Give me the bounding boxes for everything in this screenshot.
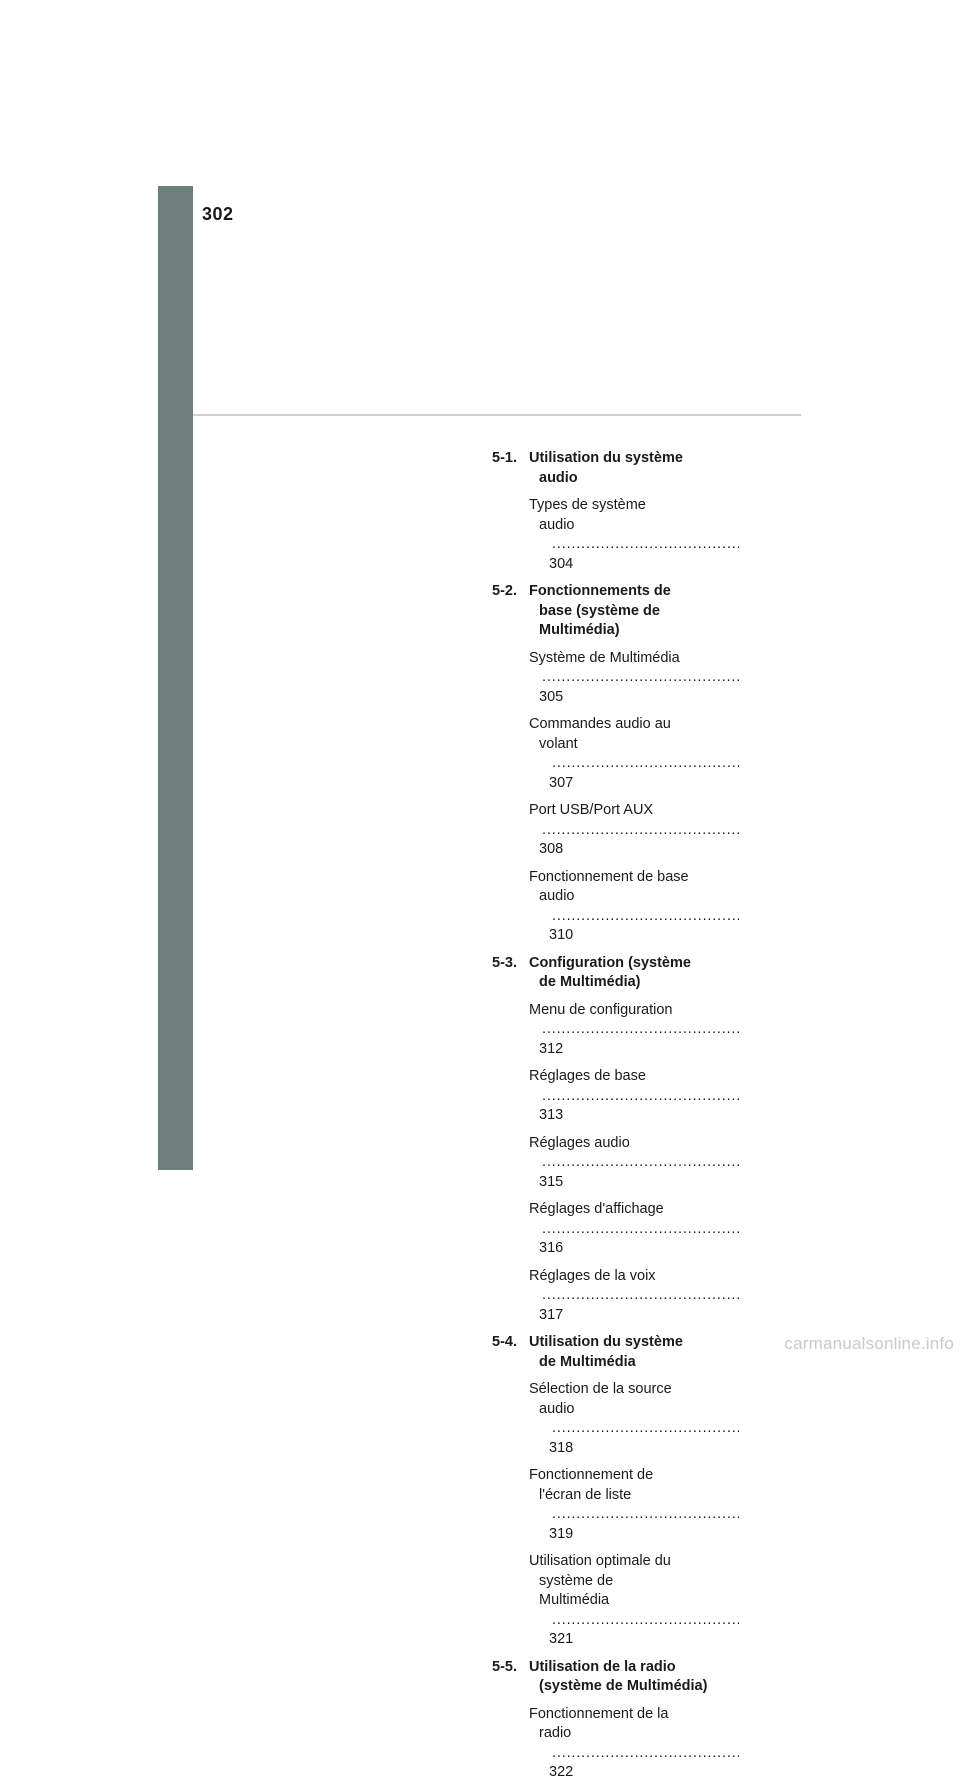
section-title-line: Utilisation du système [529,450,683,466]
entry-page-number: 313 [539,1107,564,1123]
section-title-line: Utilisation du système [529,1334,683,1350]
dot-leader [542,1611,739,1631]
entry-leader-line [529,1267,742,1326]
entry-leader-line [529,1724,742,1783]
entry-title-line: volant [539,735,578,752]
toc-entry[interactable] [529,1380,742,1458]
toc-entry[interactable] [529,1466,742,1544]
entry-title-line: Menu de configuration [529,1001,673,1018]
dot-leader [532,1153,739,1173]
entry-title-line: Port USB/Port AUX [529,802,654,818]
entry-title-line: Multimédia [539,1592,610,1608]
entry-page-number: 317 [539,1306,564,1323]
entry-leader-line [529,1067,742,1126]
dot-leader [542,1744,739,1764]
toc-section-heading [492,582,742,641]
entry-title-line: Réglages d'affichage [529,1201,664,1217]
section-title [529,1658,742,1697]
entry-page-number: 315 [539,1173,564,1190]
section-title-line: audio [539,469,578,486]
entry-page-number: 312 [539,1040,564,1057]
horizontal-rule [193,414,801,416]
section-title-line: de Multimédia) [539,974,641,990]
section-title-line: Configuration (système [529,954,691,971]
toc-entry[interactable] [529,1001,742,1060]
toc-entry[interactable] [529,1552,742,1650]
entry-page-number: 316 [539,1240,564,1256]
dot-leader [542,907,739,927]
entry-leader-line [529,1134,742,1193]
toc-entry[interactable] [529,1705,742,1783]
section-title-line: (système de Multimédia) [539,1678,708,1694]
toc-entry[interactable] [529,1267,742,1326]
toc-section-heading [492,1658,742,1697]
toc-entry[interactable] [529,1200,742,1259]
entry-title-line: Commandes audio au [529,716,671,732]
entry-title-line: Réglages de base [529,1068,646,1084]
entry-title-line: Réglages audio [529,1134,630,1151]
section-title [529,1333,742,1372]
entry-title-line: l'écran de liste [539,1486,632,1503]
entry-page-number: 305 [539,688,564,705]
entry-title-line: Fonctionnement de [529,1467,654,1483]
entry-leader-line [529,1400,742,1459]
entry-leader-line [529,1486,742,1545]
entry-leader-line [529,1200,742,1259]
section-number: 5-2. [492,583,517,599]
entry-title-line: Utilisation optimale du [529,1553,671,1569]
toc-section-heading [492,954,742,993]
entry-title-line: Fonctionnement de la [529,1705,669,1722]
entry-title-line: audio [539,888,575,904]
toc-entry[interactable] [529,649,742,708]
section-number: 5-1. [492,450,517,466]
entry-title-line: audio [539,516,575,533]
entry-title-line: audio [539,1400,575,1417]
toc-entry[interactable] [529,801,742,860]
watermark-footer: carmanualsonline.info [784,1334,954,1353]
entry-page-number: 319 [549,1525,574,1542]
toc-entry[interactable] [529,715,742,793]
toc-entry[interactable] [529,1134,742,1193]
section-title-line: Fonctionnements de [529,583,671,599]
entry-title-line: Types de système [529,497,646,513]
dot-leader [532,1087,739,1107]
entry-leader-line [529,649,742,708]
entry-page-number: 321 [549,1631,574,1647]
section-title [529,954,742,993]
entry-title-line: Système de Multimédia [529,649,680,666]
dot-leader [542,535,739,555]
toc-entry[interactable] [529,868,742,946]
entry-leader-line [529,801,742,860]
dot-leader [542,754,739,774]
section-number: 5-3. [492,954,517,971]
entry-page-number: 322 [549,1764,574,1780]
dot-leader [532,1220,739,1240]
dot-leader [532,668,739,688]
entry-title-line: Fonctionnement de base [529,868,689,885]
entry-leader-line [529,735,742,794]
page-number: 302 [202,204,234,224]
section-number: 5-5. [492,1658,517,1675]
entry-page-number: 307 [549,774,574,791]
chapter-side-bar [158,186,193,1170]
section-title-line: Multimédia) [539,622,620,638]
dot-leader [542,1419,739,1439]
entry-leader-line [529,516,742,575]
section-title-line: Utilisation de la radio [529,1658,676,1675]
entry-page-number: 318 [549,1439,574,1456]
toc-entry[interactable] [529,1067,742,1126]
section-title-line: de Multimédia [539,1353,636,1370]
entry-page-number: 304 [549,555,574,572]
section-title [529,582,742,641]
entry-title-line: Réglages de la voix [529,1267,656,1284]
dot-leader [532,1020,739,1040]
entry-page-number: 310 [549,927,574,943]
toc-section-heading [492,1333,742,1372]
dot-leader [542,1505,739,1525]
entry-title-line: système de [539,1572,614,1589]
dot-leader [532,1286,739,1306]
entry-title-line: Sélection de la source [529,1381,672,1397]
section-title-line: base (système de [539,602,660,619]
table-of-contents [492,449,742,1791]
entry-leader-line [529,887,742,946]
entry-leader-line [529,1591,742,1650]
dot-leader [532,821,739,841]
entry-page-number: 308 [539,841,564,857]
section-number: 5-4. [492,1334,517,1350]
entry-title-line: radio [539,1725,572,1741]
section-title [529,449,742,488]
entry-leader-line [529,1001,742,1060]
toc-section-heading [492,449,742,488]
toc-entry[interactable] [529,496,742,574]
